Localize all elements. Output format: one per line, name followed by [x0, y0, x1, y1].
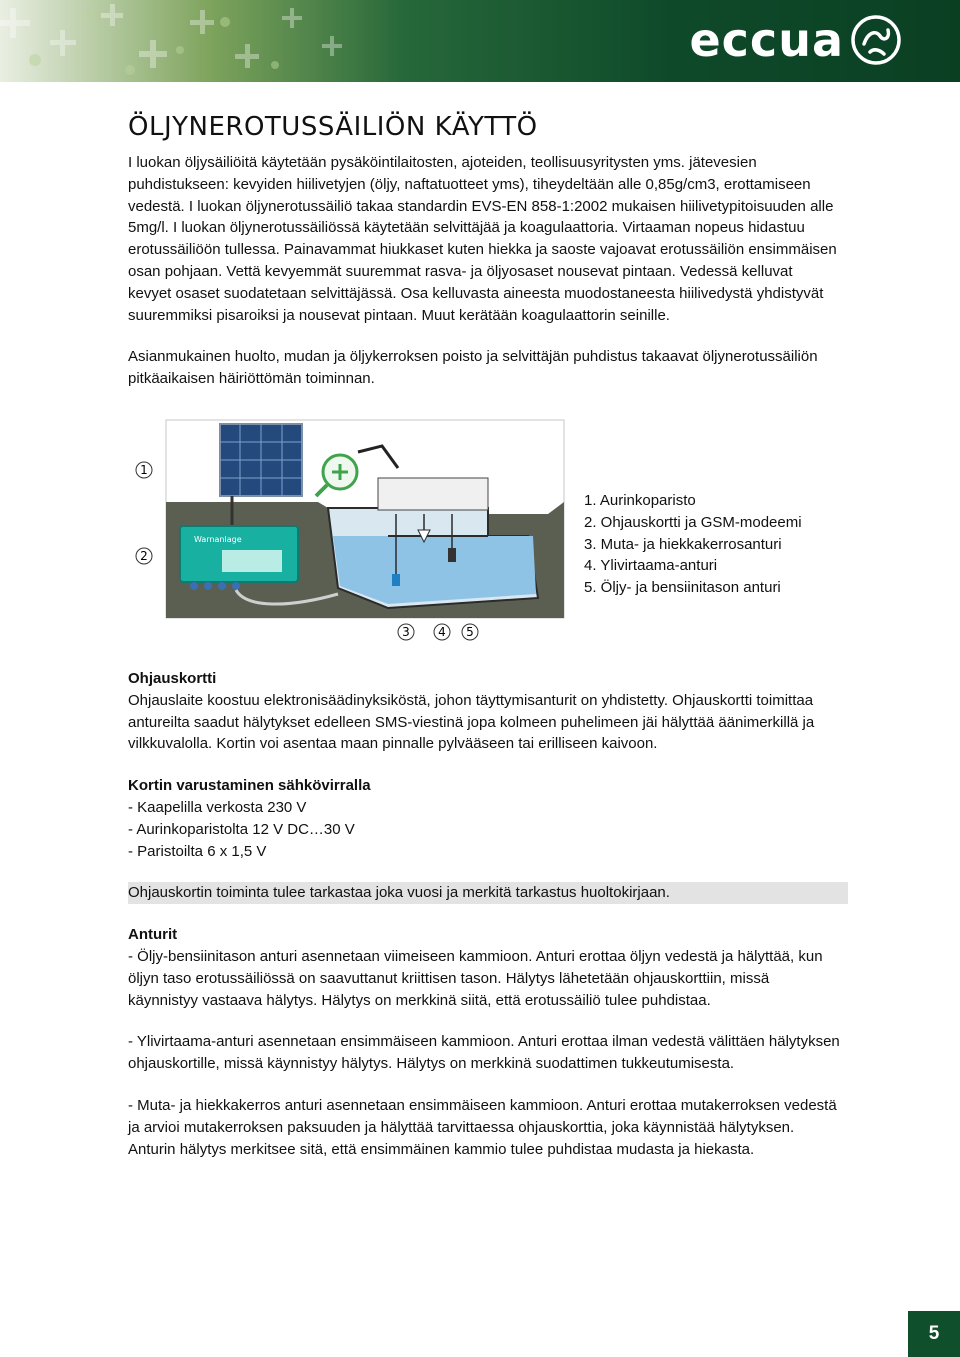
- page-title: ÖLJYNEROTUSSÄILIÖN KÄYTTÖ: [128, 112, 538, 142]
- control-card-heading: Ohjauskortti: [128, 669, 217, 687]
- callout-5: [462, 624, 478, 640]
- power-item: - Aurinkoparistolta 12 V DC…30 V: [128, 820, 355, 838]
- sensor-item: - Öljy-bensiinitason anturi asennetaan viimeiseen kammioon. Anturi erottaa öljyn vedestä ja hälyttää, kun öljyn taso erotussäiliössä on saavuttanut kriittisen tason. Hälytys lähetetään ohjauskorttiin, missä käynnistyy vastaava hälytys. Hälytys on merkkinä siitä, että erotussäiliö tulee puhdistaa.: [128, 947, 823, 1009]
- svg-text:3: 3: [402, 624, 410, 639]
- logo-emblem-icon: [850, 14, 902, 66]
- header-band: [0, 0, 960, 82]
- callout-4: [434, 624, 450, 640]
- callout-2: [136, 548, 152, 564]
- legend-item: 5. Öljy- ja bensiinitason anturi: [584, 579, 781, 597]
- sensor-item: - Ylivirtaama-anturi asennetaan ensimmäiseen kammioon. Anturi erottaa ilman vedestä välittäen hälytyksen ohjauskortille, missä käynnistyy hälytys. Hälytys on merkkinä suodattimen tukkeutumisesta.: [128, 1033, 840, 1073]
- svg-text:Warnanlage: Warnanlage: [194, 534, 242, 544]
- legend-item: 1. Aurinkoparisto: [584, 491, 696, 509]
- power-item: - Paristoilta 6 x 1,5 V: [128, 842, 267, 860]
- intro-paragraph: I luokan öljysäiliöitä käytetään pysäköintilaitosten, ajoteiden, teollisuusyritysten yms. jätevesien puhdistukseen: kevyiden hiilivetyjen (öljy, naftatuotteet yms), tiheydeltään alle 0,85g/cm3, erottamiseen vedestä. I luokan öljynerotussäiliö takaa standardin EVS-EN 858-1:2002 mukaisen hiilivetypitoisuuden alle 5mg/l. I luokan öljynerotussäiliössä käytetään selvittäjää ja koagulaattoria. Virtaaman nopeus hidastuu erotussäiliöön tullessa. Painavammat hiukkaset kuten hiekka ja saoste vajoavat erotussäiliön ensimmäisen osan pohjaan. Vettä kevyemmät suuremmat rasva- ja öljyosaset nousevat pintaan. Vedessä kelluvat kevyet osaset suodatetaan selvittäjässä. Osa kelluvasta aineesta muodostaneesta hiilivedystä yhdistyvät suuremmiksi pisaroiksi ja nousevat pintaan. Muut kerätään koagulaattorin seinille.: [128, 154, 837, 324]
- svg-text:2: 2: [140, 548, 148, 563]
- svg-text:5: 5: [466, 624, 474, 639]
- sensor-item: - Muta- ja hiekkakerros anturi asennetaan ensimmäiseen kammioon. Anturi erottaa mutakerroksen vedestä ja arvioi mutakerroksen paksuuden ja hälyttää tarvittaessa ohjauskorttia, joka käynnistää hälytyksen. Anturin hälytys merkitsee sitä, että ensimmäinen kammio tulee puhdistaa mudasta ja hiekasta.: [128, 1096, 837, 1158]
- sensors-heading: Anturit: [128, 926, 178, 944]
- callout-3: [398, 624, 414, 640]
- legend-item: 2. Ohjauskortti ja GSM-modeemi: [584, 513, 802, 531]
- figure-legend: [584, 490, 802, 599]
- legend-item: 4. Ylivirtaama-anturi: [584, 557, 718, 575]
- page-number: 5: [908, 1311, 960, 1357]
- callout-1: [136, 462, 152, 478]
- control-card-text: Ohjauslaite koostuu elektronisäädinyksiköstä, johon täyttymisanturit on yhdistetty. Ohjauskortti toimittaa antureilta saadut hälytykset edelleen SMS-viestinä jopa kolmeen puhelimeen jäi hälyttää äänimerkillä ja vilkkuvalolla. Kortin voi asentaa maan pinnalle pylvääseen tai erilliseen kaivoon.: [128, 691, 815, 753]
- header-pattern: [0, 0, 420, 82]
- inspection-note: Ohjauskortin toiminta tulee tarkastaa joka vuosi ja merkitä tarkastus huoltokirjaan.: [128, 882, 848, 904]
- sensor-mud: [392, 574, 400, 586]
- system-figure: [128, 418, 840, 668]
- power-item: - Kaapelilla verkosta 230 V: [128, 798, 307, 816]
- sensor-oil: [448, 548, 456, 562]
- brand-logo: [689, 14, 902, 66]
- svg-text:4: 4: [438, 624, 446, 639]
- power-heading: Kortin varustaminen sähkövirralla: [128, 777, 371, 795]
- legend-item: 3. Muta- ja hiekkakerrosanturi: [584, 535, 782, 553]
- logo-text: eccua: [689, 13, 844, 67]
- svg-text:1: 1: [140, 462, 148, 477]
- separator-diagram: [128, 418, 568, 668]
- maintenance-paragraph: Asianmukainen huolto, mudan ja öljykerroksen poisto ja selvittäjän puhdistus takaavat öljynerotussäiliön pitkäaikaisen häiriöttömän toiminnan.: [128, 348, 818, 388]
- main-content: [128, 112, 840, 1160]
